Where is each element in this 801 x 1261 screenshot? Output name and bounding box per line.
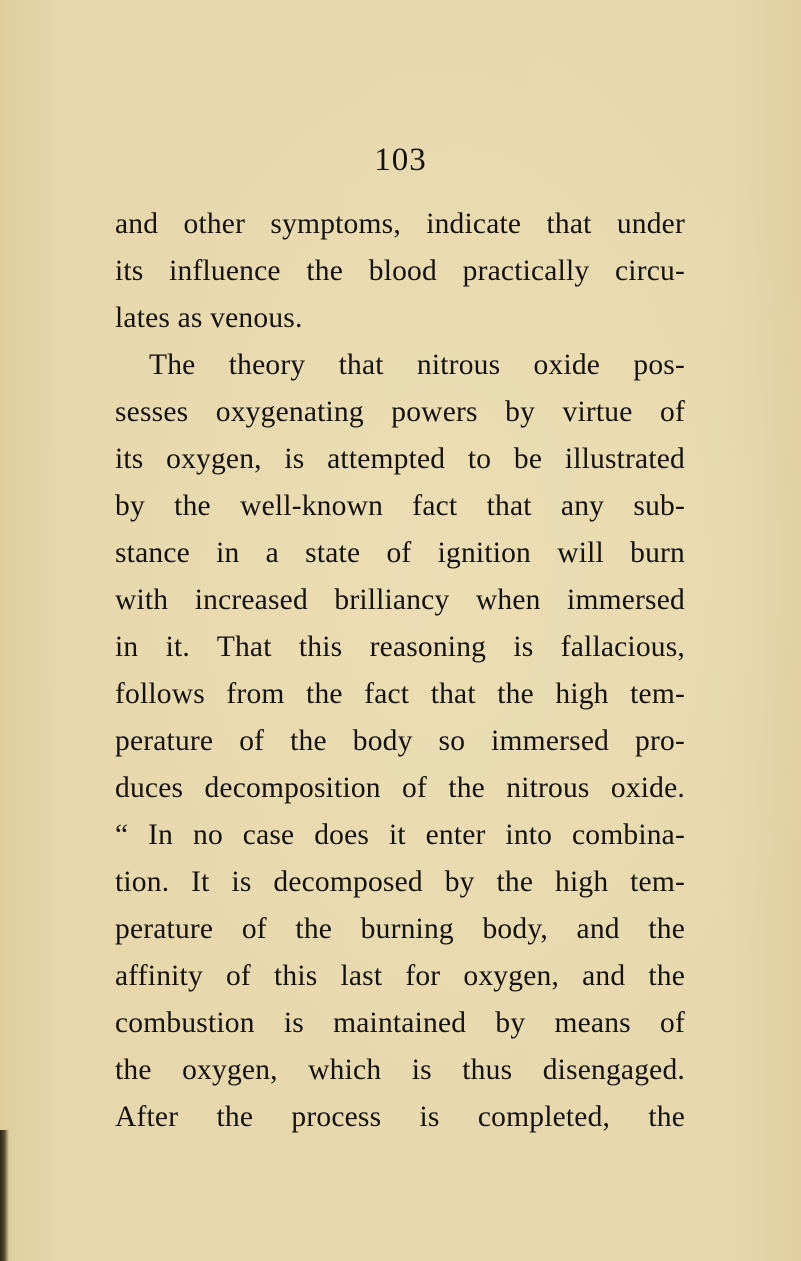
text-line: perature of the burning body, and the [115, 913, 685, 945]
text-line: After the process is completed, the [115, 1101, 685, 1133]
text-line: follows from the fact that the high tem- [115, 678, 685, 710]
text-line: its influence the blood practically circu- [115, 255, 685, 287]
text-line: lates as venous. [115, 302, 303, 334]
text-line: with increased brilliancy when immersed [115, 584, 685, 616]
text-line: its oxygen, is attempted to be illustrated [115, 443, 685, 475]
text-line: duces decomposition of the nitrous oxide. [115, 772, 685, 804]
text-line: sesses oxygenating powers by virtue of [115, 396, 685, 428]
text-line: “ In no case does it enter into combina- [115, 819, 685, 851]
text-line: perature of the body so immersed pro- [115, 725, 685, 757]
text-line: combustion is maintained by means of [115, 1007, 685, 1039]
text-line: and other symptoms, indicate that under [115, 208, 685, 240]
text-line: stance in a state of ignition will burn [115, 537, 685, 569]
text-line: The theory that nitrous oxide pos- [149, 349, 685, 381]
text-line: affinity of this last for oxygen, and the [115, 960, 685, 992]
text-line: by the well-known fact that any sub- [115, 490, 685, 522]
text-line: the oxygen, which is thus disengaged. [115, 1054, 685, 1086]
page-edge-shadow [0, 1130, 9, 1261]
text-line: tion. It is decomposed by the high tem- [115, 866, 685, 898]
page-number: 103 [374, 142, 427, 178]
text-line: in it. That this reasoning is fallacious, [115, 631, 685, 663]
body-text [115, 201, 685, 1141]
